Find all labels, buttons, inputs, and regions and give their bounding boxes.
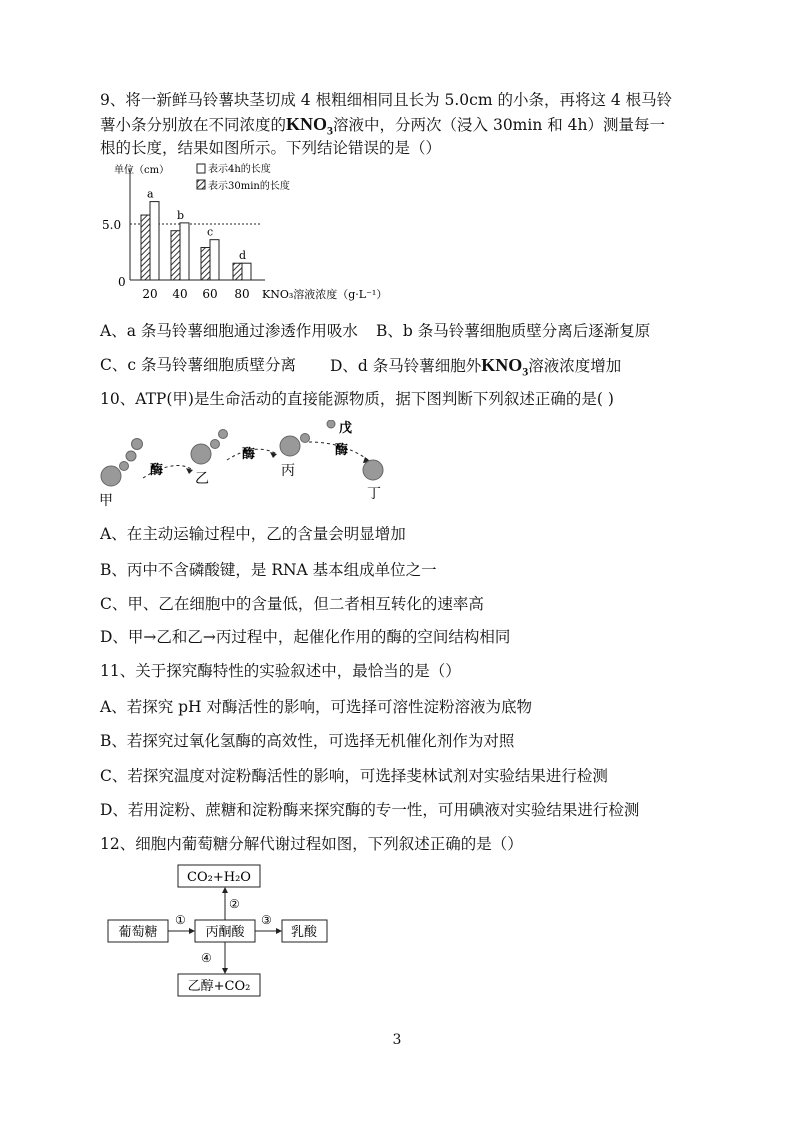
- legend-swatch-30min: [197, 180, 205, 189]
- y-tick-label: 5.0: [102, 218, 122, 232]
- q9-line1: 9、将一新鲜马铃薯块茎切成 4 根粗细相同且长为 5.0cm 的小条，再将这 4 根马铃: [100, 91, 673, 109]
- kno3-formula: $KNO_3$: [481, 355, 529, 379]
- pyruvate-label: 丙酮酸: [205, 925, 245, 940]
- bar-4h-60: [210, 240, 219, 280]
- q9-line2: [100, 114, 665, 141]
- bar-4h-80: [242, 263, 251, 280]
- q10-option-c: C、甲、乙在细胞中的含量低，但二者相互转化的速率高: [100, 595, 484, 613]
- ethanol-co2-label: 乙醇+CO₂: [187, 979, 251, 994]
- q11-stem: 11、关于探究酶特性的实验叙述中，最恰当的是（）: [100, 662, 461, 680]
- bar-4h-40: [180, 223, 189, 280]
- q9-line2-post: 溶液中，分两次（浸入 30min 和 4h）测量每一: [333, 116, 666, 134]
- bar-label-b: b: [177, 208, 185, 222]
- bar-30min-60: [201, 248, 210, 280]
- q11-option-a: A、若探究 pH 对酶活性的影响，可选择可溶性淀粉溶液为底物: [100, 698, 532, 716]
- bing-large-circle: [280, 436, 300, 456]
- legend-label-4h: 表示4h的长度: [208, 164, 271, 175]
- x-tick-80: 80: [234, 287, 250, 301]
- x-axis-label: KNO₃溶液浓度（g·L⁻¹）: [262, 288, 388, 301]
- x-tick-40: 40: [172, 287, 188, 301]
- q9-line3: 根的长度，结果如图所示。下列结论错误的是（）: [100, 139, 442, 157]
- atp-diagram: [95, 420, 405, 515]
- jia-large-circle: [101, 466, 121, 486]
- q11-option-b: B、若探究过氧化氢酶的高效性，可选择无机催化剂作为对照: [100, 732, 515, 750]
- bar-label-c: c: [207, 225, 214, 239]
- q9-line2-pre: 薯小条分别放在不同浓度的: [100, 116, 287, 134]
- bar-30min-80: [233, 263, 242, 280]
- step3-label: ③: [261, 913, 272, 927]
- label-wu: 戊: [339, 421, 353, 436]
- x-tick-20: 20: [142, 287, 158, 301]
- step4-label: ④: [201, 951, 212, 965]
- kno3-bar-chart: [100, 160, 420, 305]
- y-axis-label: 单位（cm）: [114, 165, 170, 176]
- ding-large-circle: [363, 460, 383, 480]
- q11-option-d: D、若用淀粉、蔗糖和淀粉酶来探究酶的专一性，可用碘液对实验结果进行检测: [100, 801, 640, 819]
- q10-option-d: D、甲→乙和乙→丙过程中，起催化作用的酶的空间结构相同: [100, 628, 511, 646]
- q10-option-b: B、丙中不含磷酸键，是 RNA 基本组成单位之一: [100, 561, 437, 579]
- label-enzyme-3: 酶: [335, 443, 349, 458]
- q9-option-c: C、c 条马铃薯细胞质壁分离: [100, 356, 296, 374]
- bar-label-a: a: [147, 187, 154, 201]
- legend-label-30min: 表示30min的长度: [208, 181, 290, 192]
- bar-label-d: d: [239, 249, 247, 263]
- label-ding: 丁: [367, 486, 381, 502]
- kno3-formula: $KNO_3$: [286, 114, 334, 138]
- q9-option-a: A、a 条马铃薯细胞通过渗透作用吸水: [100, 322, 358, 340]
- q10-stem: 10、ATP(甲)是生命活动的直接能源物质，据下图判断下列叙述正确的是( ): [100, 390, 614, 408]
- label-enzyme-2: 酶: [242, 447, 256, 462]
- yi-large-circle: [191, 444, 211, 464]
- glucose-metabolism-diagram: [105, 862, 335, 1002]
- label-yi: 乙: [195, 471, 209, 487]
- origin-label: 0: [118, 275, 126, 289]
- label-jia: 甲: [99, 493, 113, 509]
- bar-30min-40: [171, 231, 180, 280]
- q9-option-d: D、d 条马铃薯细胞外$KNO_3$溶液浓度增加: [330, 355, 622, 379]
- co2-h2o-label: CO₂+H₂O: [187, 870, 251, 885]
- bar-4h-20: [150, 202, 159, 280]
- q10-option-a: A、在主动运输过程中，乙的含量会明显增加: [100, 525, 406, 543]
- label-bing: 丙: [281, 463, 295, 479]
- q11-option-c: C、若探究温度对淀粉酶活性的影响，可选择斐林试剂对实验结果进行检测: [100, 767, 608, 785]
- q9-option-b: B、b 条马铃薯细胞质壁分离后逐渐复原: [376, 322, 651, 340]
- x-tick-60: 60: [202, 287, 218, 301]
- bar-30min-20: [141, 215, 150, 280]
- q12-stem: 12、细胞内葡萄糖分解代谢过程如图，下列叙述正确的是（）: [100, 835, 523, 853]
- lactate-label: 乳酸: [290, 925, 318, 940]
- glucose-label: 葡萄糖: [118, 925, 158, 940]
- label-enzyme-1: 酶: [150, 463, 164, 478]
- legend-swatch-4h: [197, 164, 205, 173]
- page-number: 3: [392, 1032, 402, 1048]
- step1-label: ①: [175, 913, 186, 927]
- step2-label: ②: [229, 897, 240, 911]
